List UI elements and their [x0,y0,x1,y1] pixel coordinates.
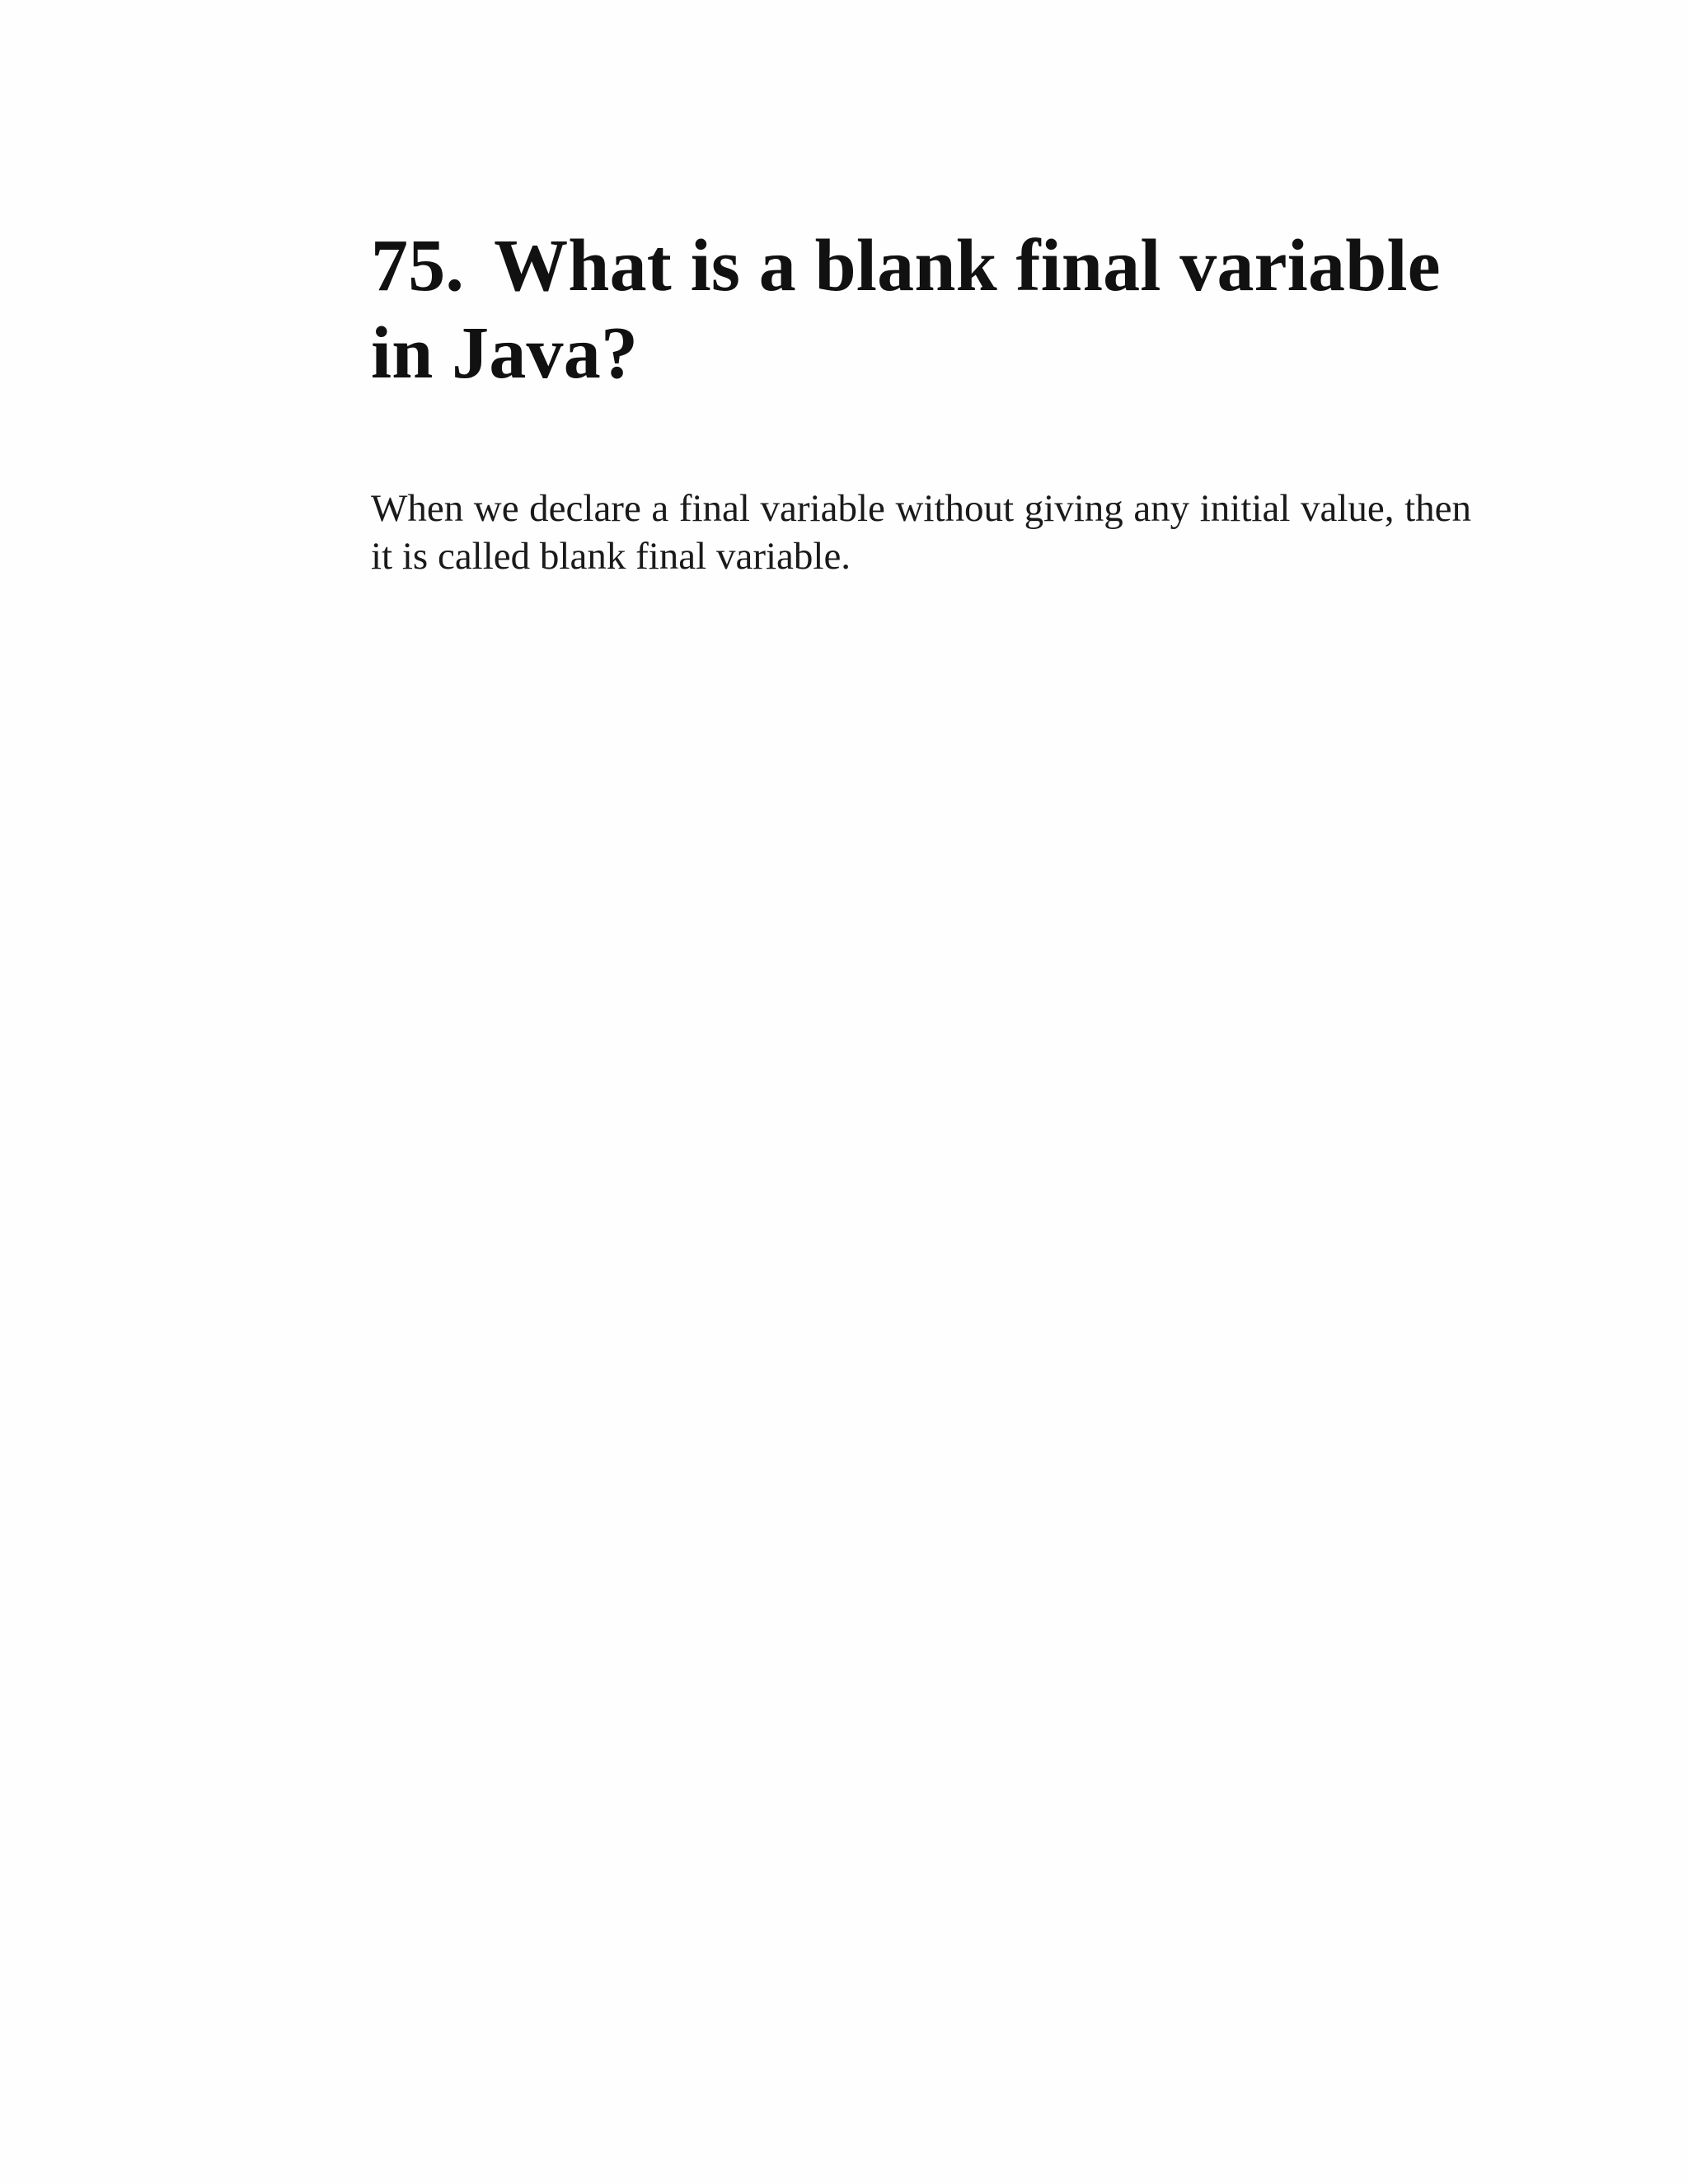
section-number: 75. [371,225,465,307]
section-body: When we declare a final variable without giving any initial value, then it is called blank final variable. [371,487,1471,578]
section-heading [371,223,1471,397]
section-content [371,223,1471,580]
section-title: What is a blank final variable in Java? [371,225,1441,394]
